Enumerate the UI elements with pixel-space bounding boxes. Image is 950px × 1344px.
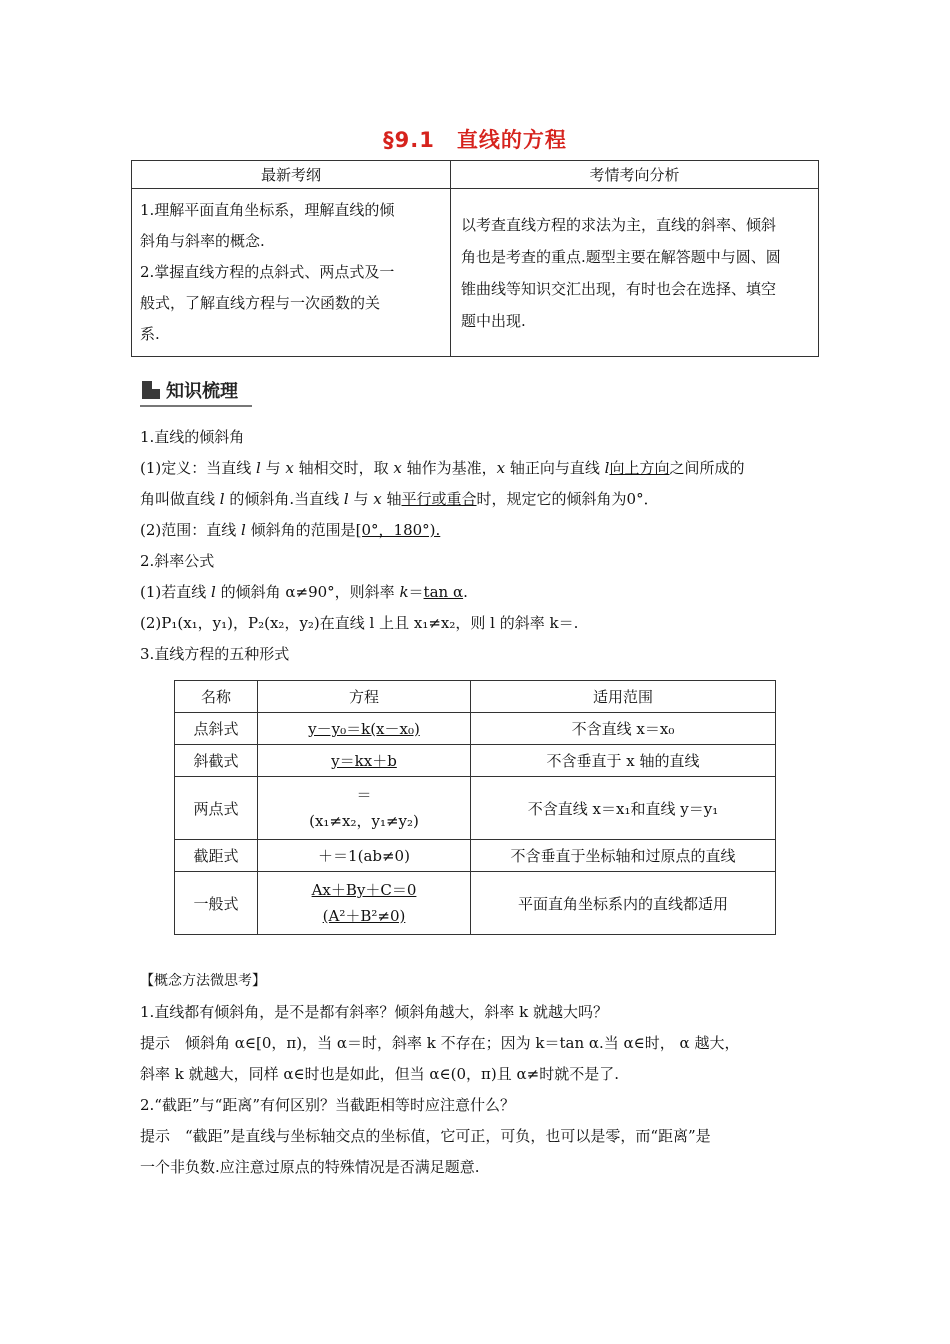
forms-header-equation: 方程 — [258, 681, 471, 713]
think-heading: 【概念方法微思考】 — [140, 973, 266, 989]
range-line: (2)范围：直线 l 倾斜角的范围是[0°，180°). — [140, 521, 441, 539]
form-equation: Ax＋By＋C＝0 (A²＋B²≠0) — [258, 872, 471, 935]
definition-line-1: (1)定义：当直线 l 与 x 轴相交时，取 x 轴作为基准，x 轴正向与直线 l向上方向之间所成的 — [140, 459, 745, 477]
outline-header-analysis: 考情考向分析 — [451, 161, 819, 189]
table-row — [175, 713, 776, 745]
section-marker-notch — [152, 381, 160, 389]
section-header-knowledge — [140, 378, 252, 408]
form-name: 斜截式 — [175, 745, 258, 777]
form-scope: 不含垂直于 x 轴的直线 — [471, 745, 776, 777]
form-scope: 不含直线 x＝x₁和直线 y＝y₁ — [471, 777, 776, 840]
concept-thinking — [140, 966, 830, 1183]
outline-left-cell — [132, 189, 451, 357]
forms-header-name: 名称 — [175, 681, 258, 713]
form-name: 两点式 — [175, 777, 258, 840]
outline-right-line: 以考查直线方程的求法为主，直线的斜率、倾斜 — [461, 215, 777, 234]
table-row — [175, 777, 776, 840]
form-name: 点斜式 — [175, 713, 258, 745]
heading-slope: 2.斜率公式 — [140, 552, 215, 570]
outline-right-cell — [451, 189, 819, 357]
blank-answer: [0°，180°). — [355, 521, 441, 539]
forms-header-scope: 适用范围 — [471, 681, 776, 713]
outline-left-line: 斜角与斜率的概念. — [140, 232, 265, 250]
question-1: 1.直线都有倾斜角，是不是都有斜率？倾斜角越大，斜率 k 就越大吗？ — [140, 1003, 608, 1021]
hint-1-line-2: 斜率 k 就越大，同样 α∈时也是如此，但当 α∈(0，π)且 α≠时就不是了. — [140, 1065, 619, 1083]
form-scope: 不含直线 x＝x₀ — [471, 713, 776, 745]
outline-right-line: 角也是考查的重点.题型主要在解答题中与圆、圆 — [461, 247, 781, 266]
section-label: 知识梳理 — [166, 381, 238, 402]
form-equation: y＝kx＋b — [258, 745, 471, 777]
slope-line-2: (2)P₁(x₁，y₁)，P₂(x₂，y₂)在直线 l 上且 x₁≠x₂，则 l 的斜率 k＝. — [140, 614, 579, 632]
hint-1-line-1: 提示 倾斜角 α∈[0，π)，当 α＝时，斜率 k 不存在；因为 k＝tan α.当 α∈时， α 越大， — [140, 1034, 740, 1052]
blank-answer: tan α — [423, 583, 464, 601]
form-equation: ＋＝1(ab≠0) — [258, 840, 471, 872]
table-row — [175, 745, 776, 777]
question-2: 2.“截距”与“距离”有何区别？当截距相等时应注意什么？ — [140, 1096, 515, 1114]
heading-inclination: 1.直线的倾斜角 — [140, 428, 245, 446]
form-scope: 平面直角坐标系内的直线都适用 — [471, 872, 776, 935]
outline-right-line: 题中出现. — [461, 311, 526, 330]
form-name: 截距式 — [175, 840, 258, 872]
page-title: §9.1 直线的方程 — [383, 128, 567, 152]
outline-left-line: 般式，了解直线方程与一次函数的关 — [140, 294, 381, 312]
outline-left-line: 系. — [140, 325, 160, 343]
outline-left-line: 2.掌握直线方程的点斜式、两点式及一 — [140, 263, 395, 281]
blank-answer: 向上方向 — [609, 459, 670, 477]
slope-line-1: (1)若直线 l 的倾斜角 α≠90°，则斜率 k＝tan α. — [140, 583, 468, 601]
outline-left-line: 1.理解平面直角坐标系，理解直线的倾 — [140, 201, 395, 219]
section-underline — [140, 405, 252, 407]
form-equation: y－y₀＝k(x－x₀) — [258, 713, 471, 745]
form-name: 一般式 — [175, 872, 258, 935]
outline-header-latest: 最新考纲 — [132, 161, 451, 189]
equation-forms-table — [174, 680, 776, 935]
exam-outline-table — [131, 160, 819, 357]
table-row — [175, 840, 776, 872]
hint-2-line-2: 一个非负数.应注意过原点的特殊情况是否满足题意. — [140, 1158, 480, 1176]
knowledge-body — [140, 422, 820, 670]
outline-right-line: 锥曲线等知识交汇出现，有时也会在选择、填空 — [461, 279, 777, 298]
hint-2-line-1: 提示 “截距”是直线与坐标轴交点的坐标值，它可正，可负，也可以是零，而“距离”是 — [140, 1127, 711, 1145]
heading-forms: 3.直线方程的五种形式 — [140, 645, 290, 663]
table-row — [175, 872, 776, 935]
blank-answer: 平行或重合 — [401, 490, 477, 508]
form-equation: ＝ (x₁≠x₂，y₁≠y₂) — [258, 777, 471, 840]
form-scope: 不含垂直于坐标轴和过原点的直线 — [471, 840, 776, 872]
definition-line-2: 角叫做直线 l 的倾斜角.当直线 l 与 x 轴平行或重合时，规定它的倾斜角为0°． — [140, 490, 659, 508]
